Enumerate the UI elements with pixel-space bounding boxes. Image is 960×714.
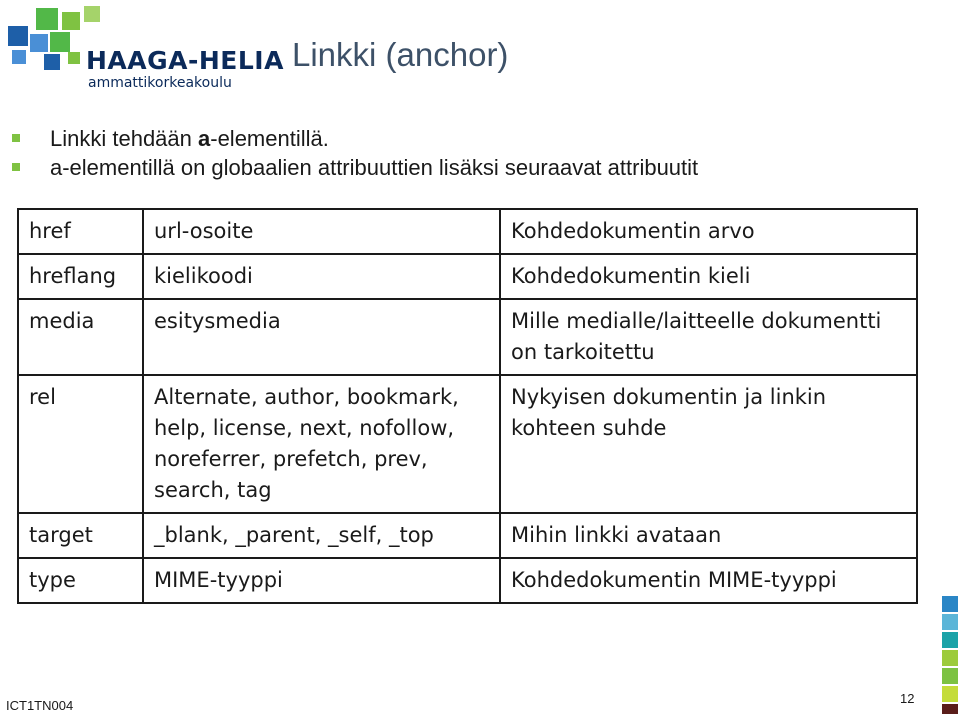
attribute-name-cell: rel [18, 375, 143, 513]
logo-square-icon [62, 12, 80, 30]
attribute-value-cell: _blank, _parent, _self, _top [143, 513, 500, 558]
bullet-item [12, 124, 698, 153]
decorative-square-icon [942, 632, 958, 648]
course-code: ICT1TN004 [6, 698, 74, 713]
page-number: 12 [900, 691, 915, 706]
attribute-name-cell: href [18, 209, 143, 254]
decorative-square-icon [942, 686, 958, 702]
table-row [18, 299, 917, 375]
attribute-description-cell: Mihin linkki avataan [500, 513, 917, 558]
square-bullet-icon [12, 134, 20, 142]
attribute-description-cell: Kohdedokumentin MIME-tyyppi [500, 558, 917, 603]
attribute-description-cell: Kohdedokumentin arvo [500, 209, 917, 254]
table-row [18, 254, 917, 299]
attribute-value-cell: url-osoite [143, 209, 500, 254]
attribute-name-cell: hreflang [18, 254, 143, 299]
decorative-square-icon [942, 704, 958, 714]
logo-name: HAAGA-HELIA [86, 46, 284, 75]
attribute-value-cell: kielikoodi [143, 254, 500, 299]
logo-subtitle: ammattikorkeakoulu [88, 75, 232, 91]
attribute-value-cell: MIME-tyyppi [143, 558, 500, 603]
bullet-text-prefix: Linkki tehdään [50, 126, 198, 151]
square-bullet-icon [12, 163, 20, 171]
attribute-name-cell: media [18, 299, 143, 375]
haaga-helia-logo [4, 4, 284, 94]
attribute-name-cell: type [18, 558, 143, 603]
bullet-text-suffix: -elementillä. [210, 126, 329, 151]
attribute-value-cell: Alternate, author, bookmark, help, license, next, nofollow, noreferrer, prefetch, prev, search, tag [143, 375, 500, 513]
bullet-list [12, 124, 698, 182]
logo-square-icon [8, 26, 28, 46]
logo-square-icon [68, 52, 80, 64]
table-row [18, 558, 917, 603]
decorative-square-icon [942, 614, 958, 630]
logo-square-icon [30, 34, 48, 52]
logo-square-icon [50, 32, 70, 52]
decorative-square-icon [942, 668, 958, 684]
decorative-square-icon [942, 596, 958, 612]
logo-square-icon [44, 54, 60, 70]
bullet-item [12, 153, 698, 182]
table-row [18, 209, 917, 254]
bullet-text-prefix: a-elementillä on globaalien attribuuttien lisäksi seuraavat attribuutit [50, 155, 699, 180]
logo-square-icon [84, 6, 100, 22]
attribute-name-cell: target [18, 513, 143, 558]
table-row [18, 375, 917, 513]
attributes-table [17, 208, 918, 604]
attribute-value-cell: esitysmedia [143, 299, 500, 375]
page-title: Linkki (anchor) [292, 36, 509, 73]
logo-square-icon [12, 50, 26, 64]
table-row [18, 513, 917, 558]
attribute-description-cell: Kohdedokumentin kieli [500, 254, 917, 299]
attribute-description-cell: Nykyisen dokumentin ja linkin kohteen suhde [500, 375, 917, 513]
logo-square-icon [36, 8, 58, 30]
attribute-description-cell: Mille medialle/laitteelle dokumentti on tarkoitettu [500, 299, 917, 375]
bullet-text-bold: a [198, 126, 211, 151]
decorative-square-icon [942, 650, 958, 666]
